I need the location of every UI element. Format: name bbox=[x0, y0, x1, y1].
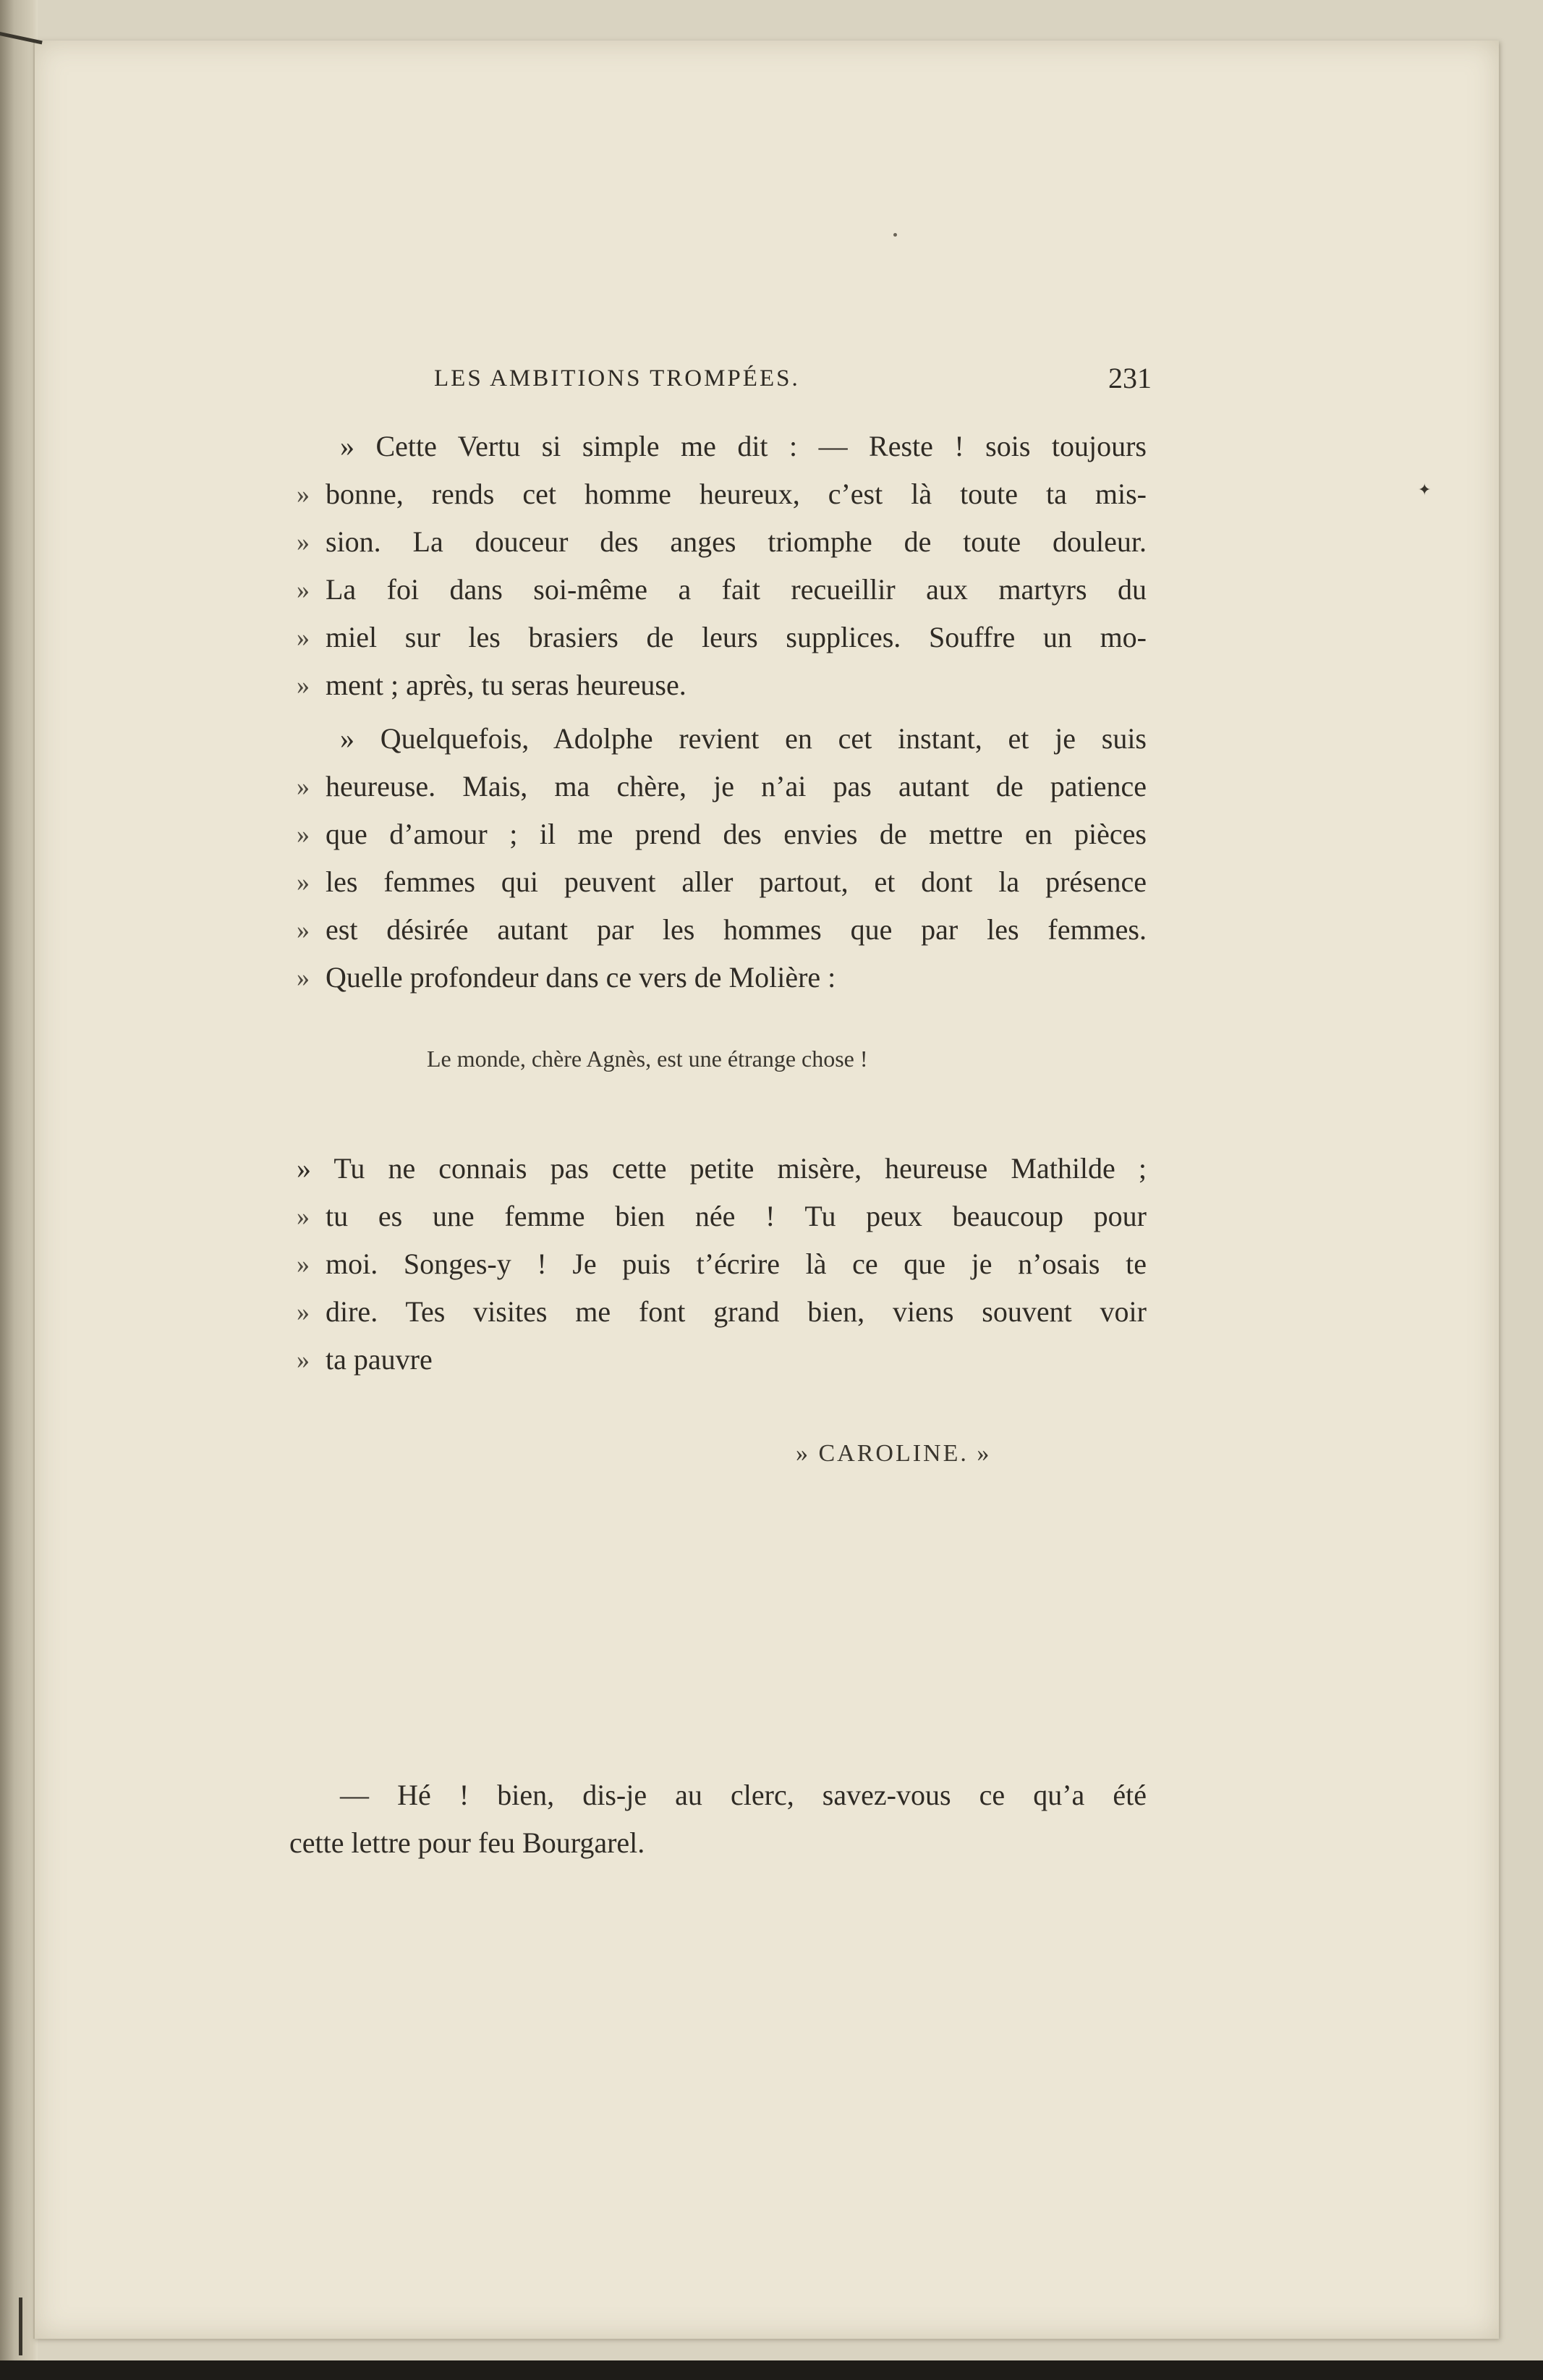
print-speck bbox=[893, 233, 897, 237]
paragraph2-line-4: les femmes qui peuvent aller partout, et dont la présence bbox=[326, 865, 1147, 898]
quote-mark: » bbox=[297, 1297, 310, 1326]
paragraph3-line-1: » Tu ne connais pas cette petite misère, heureuse Mathilde ; bbox=[297, 1152, 1147, 1185]
final-paragraph-line-1: — Hé ! bien, dis-je au clerc, savez-vous ce qu’a été bbox=[340, 1779, 1147, 1811]
page-corner-mark-bottom bbox=[19, 2298, 30, 2355]
final-paragraph-line-2: cette lettre pour feu Bourgarel. bbox=[289, 1826, 645, 1859]
paragraph2-line-6: Quelle profondeur dans ce vers de Molière : bbox=[326, 961, 836, 994]
quote-mark: » bbox=[297, 575, 310, 604]
quote-mark: » bbox=[297, 915, 310, 944]
verse-quotation: Le monde, chère Agnès, est une étrange chose ! bbox=[427, 1046, 868, 1072]
quote-mark: » bbox=[297, 1345, 310, 1374]
paragraph1-line-4: La foi dans soi-même a fait recueillir aux martyrs du bbox=[326, 573, 1147, 606]
paragraph3-line-2: tu es une femme bien née ! Tu peux beaucoup pour bbox=[326, 1200, 1147, 1232]
paragraph1-line-6: ment ; après, tu seras heureuse. bbox=[326, 669, 687, 701]
quote-mark: » bbox=[297, 963, 310, 992]
margin-asterisk-icon: ✦ bbox=[1418, 480, 1432, 499]
quote-mark: » bbox=[297, 623, 310, 652]
quote-mark: » bbox=[297, 480, 310, 509]
quote-mark: » bbox=[297, 528, 310, 556]
running-title: LES AMBITIONS TROMPÉES. bbox=[434, 365, 800, 391]
paragraph1-line-2: bonne, rends cet homme heureux, c’est là toute ta mis- bbox=[326, 478, 1147, 510]
paragraph2-line-5: est désirée autant par les hommes que par les femmes. bbox=[326, 913, 1147, 946]
letter-signature: » CAROLINE. » bbox=[796, 1440, 992, 1467]
running-head bbox=[434, 357, 1157, 400]
quote-mark: » bbox=[297, 868, 310, 897]
scan-left-edge bbox=[0, 0, 38, 2380]
paragraph3-line-4: dire. Tes visites me font grand bien, viens souvent voir bbox=[326, 1295, 1147, 1328]
quote-mark: » bbox=[297, 671, 310, 700]
paragraph1-line-1: » Cette Vertu si simple me dit : — Reste ! sois toujours bbox=[340, 430, 1147, 462]
scan-bottom-edge bbox=[0, 2360, 1543, 2380]
paragraph2-line-2: heureuse. Mais, ma chère, je n’ai pas autant de patience bbox=[326, 770, 1147, 802]
quote-mark: » bbox=[297, 1202, 310, 1231]
paragraph3-line-3: moi. Songes-y ! Je puis t’écrire là ce que je n’osais te bbox=[326, 1248, 1147, 1280]
paragraph2-line-1: » Quelquefois, Adolphe revient en cet instant, et je suis bbox=[340, 722, 1147, 755]
quote-mark: » bbox=[297, 820, 310, 849]
quote-mark: » bbox=[297, 772, 310, 801]
paragraph3-line-5: ta pauvre bbox=[326, 1343, 433, 1376]
page-number: 231 bbox=[1108, 362, 1152, 394]
paragraph1-line-3: sion. La douceur des anges triomphe de toute douleur. bbox=[326, 525, 1147, 558]
paragraph1-line-5: miel sur les brasiers de leurs supplices. Souffre un mo- bbox=[326, 621, 1147, 653]
quote-mark: » bbox=[297, 1250, 310, 1279]
paragraph2-line-3: que d’amour ; il me prend des envies de mettre en pièces bbox=[326, 818, 1147, 850]
